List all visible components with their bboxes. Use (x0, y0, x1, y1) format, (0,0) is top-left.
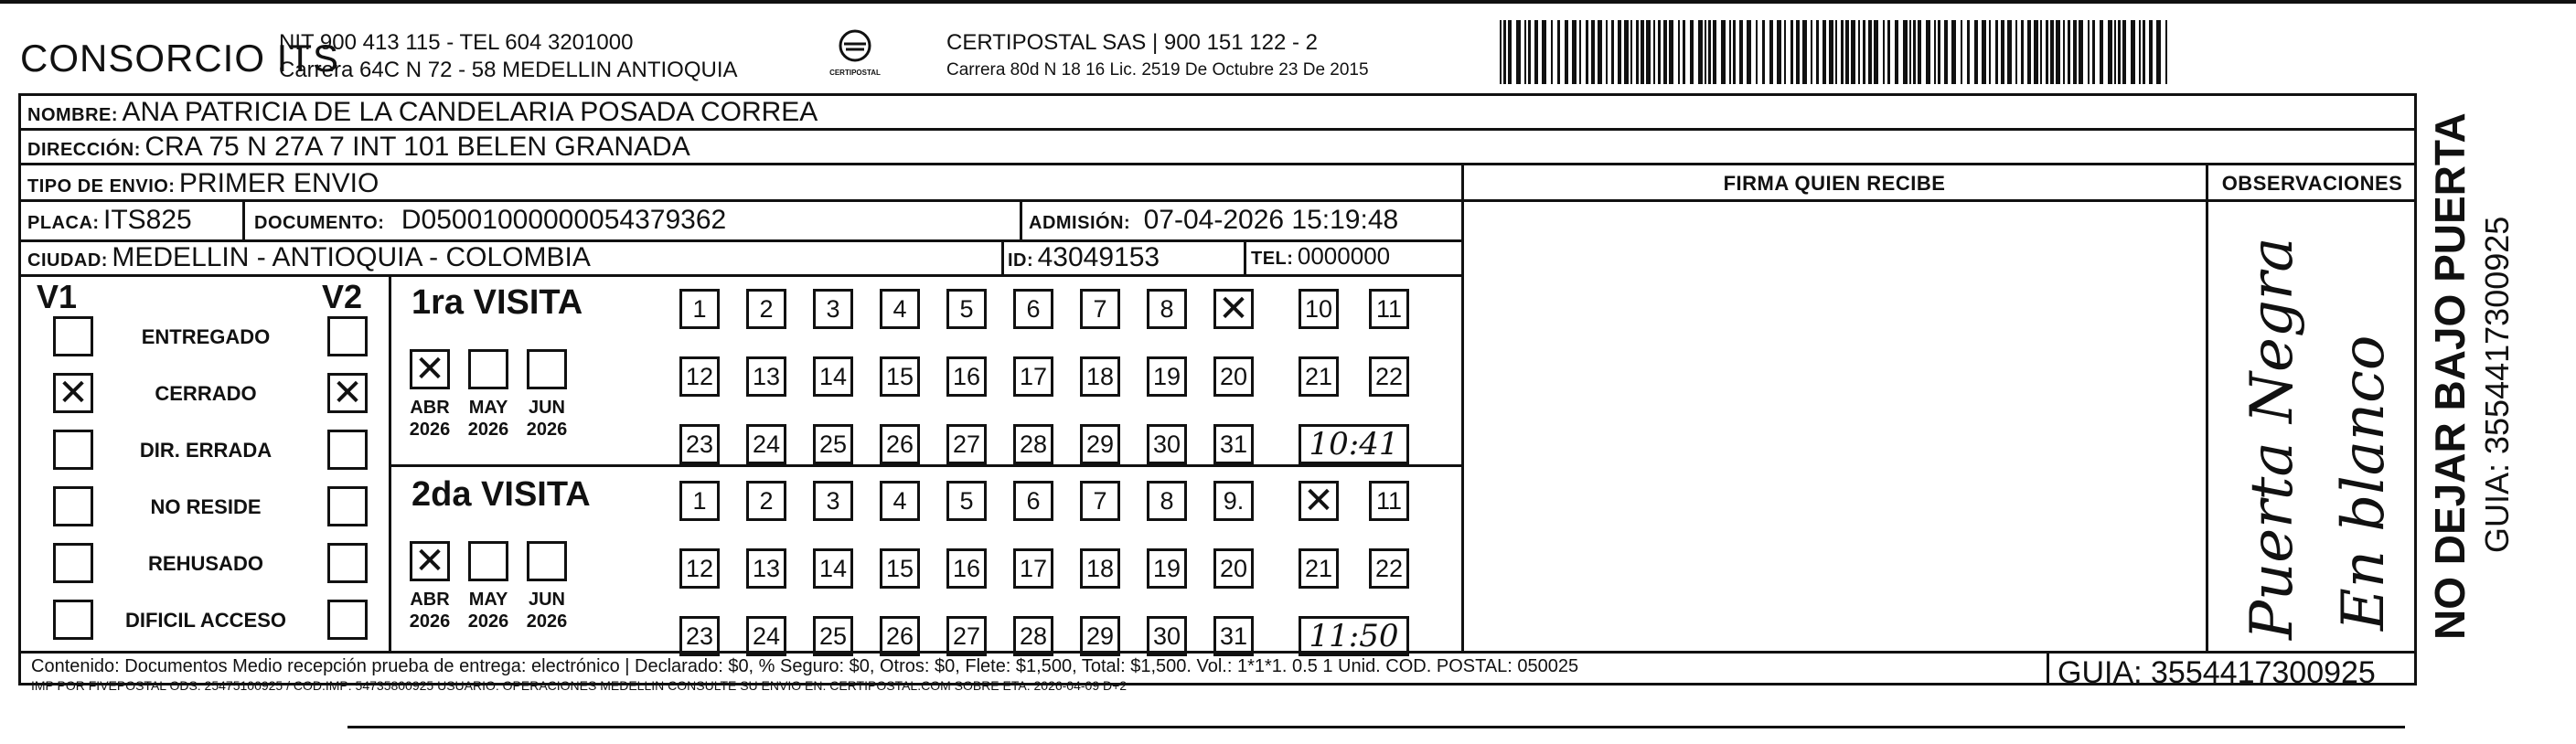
day-box[interactable]: 31 (1213, 616, 1254, 656)
footer-guia: GUIA: 3554417300925 (2058, 655, 2376, 690)
visit-time[interactable]: 11:50 (1299, 616, 1409, 656)
day-box[interactable]: ✕ (1213, 289, 1254, 329)
v2-header: V2 (322, 278, 363, 315)
month-name: JUN (528, 398, 565, 418)
day-box[interactable]: 16 (946, 356, 987, 397)
day-box[interactable]: 3 (813, 289, 853, 329)
bottom-rule (347, 726, 2405, 728)
visit-time[interactable]: 10:41 (1299, 424, 1409, 464)
month-name: MAY (468, 398, 508, 418)
day-box[interactable]: 22 (1369, 548, 1409, 589)
day-box[interactable]: 1 (679, 289, 720, 329)
month-checkbox[interactable]: ✕ (410, 541, 450, 581)
ciudad-value: MEDELLIN - ANTIOQUIA - COLOMBIA (112, 242, 591, 272)
day-box[interactable]: 23 (679, 424, 720, 464)
day-box[interactable]: 12 (679, 356, 720, 397)
day-box[interactable]: 11 (1369, 289, 1409, 329)
v1-checkbox[interactable] (53, 543, 93, 583)
day-box[interactable]: 15 (880, 356, 920, 397)
status-label: DIFICIL ACCESO (124, 609, 286, 632)
day-box[interactable]: 18 (1080, 356, 1120, 397)
documento-field (254, 205, 726, 236)
day-box[interactable]: 24 (746, 616, 786, 656)
day-box[interactable]: 4 (880, 289, 920, 329)
month-year: 2026 (409, 611, 451, 632)
month-year: 2026 (526, 611, 568, 632)
month-label (402, 589, 457, 632)
month-checkbox[interactable] (527, 349, 567, 389)
month-year: 2026 (467, 420, 509, 440)
placa-label: PLACA: (27, 213, 100, 233)
day-box[interactable]: 14 (813, 548, 853, 589)
rule (1001, 239, 1004, 274)
direccion-label: DIRECCIÓN: (27, 140, 141, 160)
day-box[interactable]: 19 (1147, 548, 1187, 589)
month-label (402, 397, 457, 441)
admision-label: ADMISIÓN: (1029, 213, 1131, 233)
tel-label: TEL: (1251, 249, 1294, 269)
v1-header: V1 (37, 278, 78, 315)
rule (2047, 651, 2049, 686)
day-box[interactable]: 3 (813, 481, 853, 521)
day-box[interactable]: 25 (813, 616, 853, 656)
month-year: 2026 (409, 420, 451, 440)
month-name: ABR (410, 398, 450, 418)
status-label: DIR. ERRADA (139, 439, 273, 462)
footer-imp: IMP POR FIVEPOSTAL ODS: 25475100925 / COD.IMP: 54735800925 USUARIO: OPERACIONES MEDELLIN CONSULTE SU ENVIO EN: CERTIPOSTAL.COM SOBRE ETA: 2026-04-09 D+2 (31, 678, 1128, 693)
month-year: 2026 (467, 611, 509, 632)
id-label: ID: (1008, 250, 1034, 271)
direccion-value: CRA 75 N 27A 7 INT 101 BELEN GRANADA (144, 132, 690, 162)
v1-checkbox[interactable] (53, 430, 93, 470)
tipo-envio-field (27, 168, 379, 199)
v1-checkbox[interactable] (53, 486, 93, 526)
day-box[interactable]: 5 (946, 289, 987, 329)
month-label (461, 589, 516, 632)
visit-title: 2da VISITA (412, 475, 591, 514)
day-box[interactable]: 7 (1080, 481, 1120, 521)
day-box[interactable]: 28 (1013, 616, 1053, 656)
month-label (461, 397, 516, 441)
documento-value: D05001000000054379362 (401, 205, 727, 235)
rule (1461, 163, 1464, 651)
logo-text: CERTIPOSTAL (829, 69, 881, 77)
placa-field (27, 205, 192, 236)
day-box[interactable]: 14 (813, 356, 853, 397)
day-box[interactable]: 20 (1213, 356, 1254, 397)
day-box[interactable]: 9. (1213, 481, 1254, 521)
rule (18, 128, 2417, 131)
v2-checkbox[interactable] (327, 430, 368, 470)
rule (389, 274, 391, 651)
logo-icon (837, 27, 873, 64)
rule (2206, 163, 2208, 651)
day-box[interactable]: 18 (1080, 548, 1120, 589)
courier-name: CERTIPOSTAL SAS | 900 151 122 - 2 (946, 30, 1318, 55)
ciudad-field (27, 242, 591, 273)
day-box[interactable]: 6 (1013, 289, 1053, 329)
month-year: 2026 (526, 420, 568, 440)
footer-contenido: Contenido: Documentos Medio recepción prueba de entrega: electrónico | Declarado: $0, % Seguro: $0, Otros: $0, Flete: $1,500, Total: $1,500. Vol.: 1*1*1. 0.5 1 Unid. COD. POSTAL: 050025 (31, 656, 1579, 676)
day-box[interactable]: 13 (746, 356, 786, 397)
v1-checkbox[interactable]: ✕ (53, 373, 93, 413)
day-box[interactable]: 29 (1080, 424, 1120, 464)
day-box[interactable]: 4 (880, 481, 920, 521)
v2-checkbox[interactable]: ✕ (327, 373, 368, 413)
day-box[interactable]: 28 (1013, 424, 1053, 464)
rule (18, 199, 2417, 202)
nombre-label: NOMBRE: (27, 105, 119, 125)
nombre-value: ANA PATRICIA DE LA CANDELARIA POSADA CORREA (122, 97, 818, 127)
day-box[interactable]: 1 (679, 481, 720, 521)
direccion-field (27, 132, 690, 163)
certipostal-logo (828, 27, 882, 77)
month-checkbox[interactable]: ✕ (410, 349, 450, 389)
rule (1020, 199, 1022, 239)
day-box[interactable]: 5 (946, 481, 987, 521)
tel-field (1251, 242, 1390, 271)
day-box[interactable]: 27 (946, 424, 987, 464)
month-name: MAY (468, 590, 508, 610)
day-box[interactable]: 26 (880, 424, 920, 464)
status-label: ENTREGADO (141, 325, 271, 348)
month-label (519, 397, 574, 441)
day-box[interactable]: 7 (1080, 289, 1120, 329)
day-box[interactable]: 17 (1013, 548, 1053, 589)
visit-title: 1ra VISITA (412, 283, 583, 322)
ciudad-label: CIUDAD: (27, 250, 108, 271)
month-label (519, 589, 574, 632)
barcode (1500, 20, 2176, 84)
day-box[interactable]: 25 (813, 424, 853, 464)
day-box[interactable]: ✕ (1299, 481, 1339, 521)
day-box[interactable]: 26 (880, 616, 920, 656)
id-field (1008, 242, 1160, 273)
day-box[interactable]: 22 (1369, 356, 1409, 397)
company-name: CONSORCIO ITS (20, 37, 340, 80)
day-box[interactable]: 15 (880, 548, 920, 589)
observacion-line-1: Puerta Negra (2239, 237, 2306, 640)
observacion-line-2: En blanco (2330, 335, 2398, 631)
day-box[interactable]: 31 (1213, 424, 1254, 464)
v2-checkbox[interactable] (327, 543, 368, 583)
day-box[interactable]: 27 (946, 616, 987, 656)
rule (18, 274, 1461, 277)
observaciones-header: OBSERVACIONES (2221, 172, 2403, 195)
day-box[interactable]: 24 (746, 424, 786, 464)
rule (242, 199, 245, 239)
company-address: Carrera 64C N 72 - 58 MEDELLIN ANTIOQUIA (279, 58, 738, 82)
v2-checkbox[interactable] (327, 316, 368, 356)
no-dejar-bajo-puerta: NO DEJAR BAJO PUERTA (2426, 112, 2474, 640)
day-box[interactable]: 13 (746, 548, 786, 589)
company-nit: NIT 900 413 115 - TEL 604 3201000 (279, 30, 634, 55)
courier-address: Carrera 80d N 18 16 Lic. 2519 De Octubre 23 De 2015 (946, 60, 1369, 80)
tel-value: 0000000 (1297, 242, 1391, 270)
nombre-field (27, 97, 818, 128)
tipo-envio-label: TIPO DE ENVIO: (27, 176, 176, 197)
rule (18, 163, 2417, 165)
month-checkbox[interactable] (468, 349, 508, 389)
day-box[interactable]: 16 (946, 548, 987, 589)
day-box[interactable]: 12 (679, 548, 720, 589)
admision-value: 07-04-2026 15:19:48 (1143, 205, 1399, 235)
v1-checkbox[interactable] (53, 600, 93, 640)
rule (389, 464, 1461, 467)
day-box[interactable]: 11 (1369, 481, 1409, 521)
v2-checkbox[interactable] (327, 486, 368, 526)
tipo-envio-value: PRIMER ENVIO (178, 168, 379, 198)
day-box[interactable]: 8 (1147, 289, 1187, 329)
admision-field (1029, 205, 1398, 236)
day-box[interactable]: 30 (1147, 616, 1187, 656)
month-name: ABR (410, 590, 450, 610)
month-checkbox[interactable] (527, 541, 567, 581)
day-box[interactable]: 17 (1013, 356, 1053, 397)
rule (1244, 239, 1246, 274)
company-info (279, 29, 738, 84)
day-box[interactable]: 6 (1013, 481, 1053, 521)
day-box[interactable]: 29 (1080, 616, 1120, 656)
side-guia: GUIA: 3554417300925 (2478, 216, 2516, 553)
placa-value: ITS825 (103, 205, 192, 235)
day-box[interactable]: 21 (1299, 356, 1339, 397)
day-box[interactable]: 2 (746, 289, 786, 329)
day-box[interactable]: 30 (1147, 424, 1187, 464)
v1-checkbox[interactable] (53, 316, 93, 356)
day-box[interactable]: 2 (746, 481, 786, 521)
top-border (0, 0, 2576, 4)
courier-info (946, 29, 1369, 84)
day-box[interactable]: 10 (1299, 289, 1339, 329)
day-box[interactable]: 21 (1299, 548, 1339, 589)
day-box[interactable]: 20 (1213, 548, 1254, 589)
status-label: NO RESIDE (150, 495, 262, 518)
day-box[interactable]: 8 (1147, 481, 1187, 521)
id-value: 43049153 (1037, 242, 1160, 272)
month-name: JUN (528, 590, 565, 610)
signature-area[interactable] (1467, 203, 2203, 647)
firma-header: FIRMA QUIEN RECIBE (1723, 172, 1946, 195)
month-checkbox[interactable] (468, 541, 508, 581)
status-label: CERRADO (155, 382, 257, 405)
status-label: REHUSADO (148, 552, 263, 575)
day-box[interactable]: 23 (679, 616, 720, 656)
v2-checkbox[interactable] (327, 600, 368, 640)
day-box[interactable]: 19 (1147, 356, 1187, 397)
documento-label: DOCUMENTO: (254, 213, 385, 233)
